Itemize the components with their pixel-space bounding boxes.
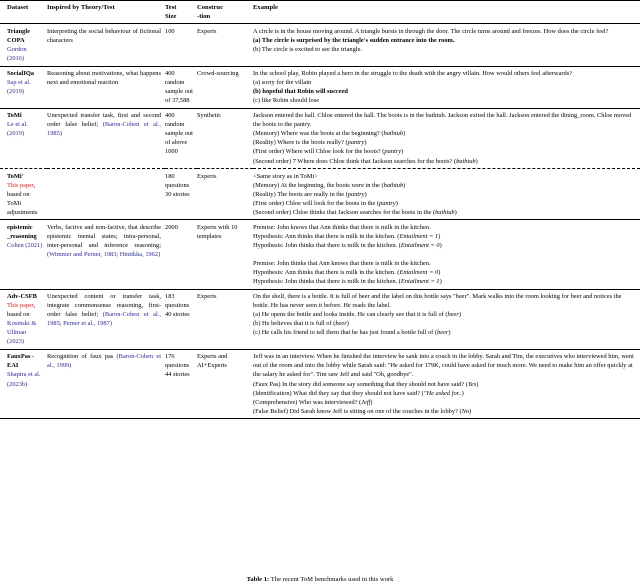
column-header-dataset <box>0 1 47 24</box>
example-line: (a) sorry for the villain <box>253 79 312 87</box>
example-line: (Second order) 7 Where does Chloe think that Jackson searches for the boots? (bathtub) <box>253 157 478 165</box>
cell-theory <box>47 66 165 108</box>
theory-text: Recognition of faux pas <box>47 353 117 361</box>
example-line: Hypothesis: John thinks that there is milk in the kitchen. (Entailment = 1) <box>253 278 442 286</box>
example-blank-line <box>253 250 636 259</box>
cell-dataset <box>0 289 47 349</box>
cell-test-size <box>165 349 197 418</box>
example-line: (b) The circle is excited to see the triangle. <box>253 46 363 53</box>
theory-citation-link[interactable]: (Baron-Cohen et al., 1985) <box>47 121 161 138</box>
test-size-value: 400 random sample out of 37,588 <box>165 70 193 105</box>
test-size-value: 183 questions 40 stories <box>165 293 190 319</box>
test-size-value: 176 questions 44 stories <box>165 353 190 379</box>
theory-text: Unexpected transfer task, first and second order false belief; <box>47 112 161 129</box>
theory-text: Reasoning about motivations, what happens next and emotional reaction <box>47 70 161 87</box>
cell-theory <box>47 349 165 418</box>
test-size-value: 2000 <box>165 223 178 231</box>
cell-test-size <box>165 108 197 168</box>
example-line: Premise: John thinks that Ann knows that there is milk in the kitchen. <box>253 259 431 267</box>
example-line: (Comprehensive) Who was interviewed? (Jeff) <box>253 398 373 406</box>
example-line: Premise: John knows that Ann thinks that there is milk in the kitchen. <box>253 223 431 231</box>
construction-value: Experts <box>197 27 217 35</box>
example-line: In the school play, Robin played a hero in the struggle to the death with the angry villain. How would others feel afterwards? <box>253 70 573 78</box>
dataset-name: FauxPas -EAI <box>7 353 35 370</box>
example-line: (Memory) At the beginning, the boots were in the (bathtub) <box>253 181 406 189</box>
theory-citation-link[interactable]: (Wimmer and Perner, 1983; Hintikka, 1962) <box>47 250 161 258</box>
construction-value: Experts and AI+Experts <box>197 353 228 370</box>
bottom-rule-cell <box>0 419 640 420</box>
column-header-test-size <box>165 1 197 24</box>
caption-text: The recent ToM benchmarks used in this work <box>269 576 394 583</box>
test-size-value: 100 <box>165 27 175 35</box>
example-line: (Reality) Where is the boots really? (pantry) <box>253 139 367 147</box>
cell-example <box>253 220 640 289</box>
cell-dataset <box>0 108 47 168</box>
column-header-construction <box>197 1 253 24</box>
dataset-name: ToMi' <box>7 172 24 180</box>
cell-example <box>253 169 640 220</box>
header-label-test: Test <box>165 3 177 11</box>
dataset-citation-link[interactable]: Le et al. (2019) <box>7 121 28 138</box>
example-line: (Reality) The boots are really in the (pantry) <box>253 190 367 198</box>
cell-example <box>253 289 640 349</box>
column-header-example <box>253 1 640 24</box>
table-caption <box>0 575 640 584</box>
construction-value: Synthetic <box>197 112 222 120</box>
dataset-name: Adv-CSFB <box>7 293 37 301</box>
test-size-value: 180 questions 30 stories <box>165 172 190 198</box>
example-line: (First order) Chloe will look for the boots in the (pantry) <box>253 199 398 207</box>
cell-dataset <box>0 66 47 108</box>
cell-example <box>253 108 640 168</box>
test-size-value: 400 random sample out of above 1000 <box>165 112 193 156</box>
dataset-source-note: , based on ToMi adjustments <box>7 181 38 216</box>
construction-value: Experts with 10 templates <box>197 223 238 240</box>
example-line: (First order) Where will Chloe look for the boots? (pantry) <box>253 148 404 156</box>
cell-theory <box>47 220 165 289</box>
construction-value: Experts <box>197 172 217 180</box>
construction-value: Crowd-sourcing <box>197 70 239 78</box>
dataset-name: epistemic _reasoning <box>7 223 37 240</box>
example-line: (Second order) Chloe thinks that Jackson searches for the boots in the (bathtub) <box>253 208 457 216</box>
theory-text: Interpreting the social behaviour of fictional characters <box>47 27 161 44</box>
cell-theory <box>47 169 165 220</box>
theory-text: Unexpected content or transfer task, integrate commonsense reasoning, first-order false belief; <box>47 293 161 319</box>
example-line: (b) He believes that it is full of (beer) <box>253 320 349 328</box>
cell-test-size <box>165 24 197 66</box>
cell-construction <box>197 169 253 220</box>
table-header <box>0 1 640 24</box>
example-line: Hypothesis: Ann thinks that there is milk in the kitchen. (Entailment = 0) <box>253 268 441 276</box>
header-label-dataset: Dataset <box>7 3 29 11</box>
this-paper-tag: This paper <box>7 181 34 189</box>
example-line: <Same story as in ToMi> <box>253 172 318 180</box>
cell-construction <box>197 220 253 289</box>
table-row <box>0 24 640 66</box>
table-body <box>0 24 640 419</box>
cell-construction <box>197 349 253 418</box>
cell-construction <box>197 108 253 168</box>
header-label-example: Example <box>253 3 278 11</box>
example-line: Jeff was in an interview. When he finished the interview he sank into a couch in the lobby. Sarah and Tim, the executives who interviewed him, went out of the room and into the lobby while Sarah said: "He asked for 179K, could have asked for much more. We need to make him an offer quickly at the salary he asked for". Tim saw Jeff and said "Oh, goodbye". <box>253 353 634 379</box>
example-line: (Memory) Where was the boots at the beginning? (bathtub) <box>253 130 406 138</box>
example-line: (Faux Pas) In the story did someone say something that they should not have said? (Yes) <box>253 380 479 388</box>
caption-label: Table 1: <box>246 576 270 583</box>
cell-construction <box>197 289 253 349</box>
example-line: On the shelf, there is a bottle. It is full of beer and the label on this bottle says "beer". Mark walks into the room looking for beer and notices the bottle. He has never seen it before. He reads the label. <box>253 293 622 310</box>
table-row <box>0 108 640 168</box>
dataset-source-note: , based on <box>7 302 36 319</box>
cell-test-size <box>165 289 197 349</box>
example-line: A circle is in the house moving around. A triangle bursts in through the door. The circle turns around and freezes. How does the circle feel? <box>253 27 609 35</box>
dataset-citation-link[interactable]: Sap et al. (2019) <box>7 79 31 96</box>
cell-example <box>253 66 640 108</box>
table-bottom-rule <box>0 419 640 420</box>
example-line: (False Belief) Did Sarah know Jeff is sitting on one of the couches in the lobby? (No) <box>253 407 472 415</box>
theory-citation-link[interactable]: (Baron-Cohen et al., 1985; Perner et al., 1987) <box>47 311 161 328</box>
column-header-theory <box>47 1 165 24</box>
cell-example <box>253 24 640 66</box>
example-line-correct: (a) The circle is surprised by the triangle's sudden entrance into the room. <box>253 36 455 44</box>
header-label-theory: Inspired by Theory/Test <box>47 3 115 11</box>
example-line: Jackson entered the hall. Chloe entered the hall. The boots is in the bathtub. Jackson exited the hall. Jackson entered the dining_room. Chloe moved the boots to the pantry. <box>253 112 632 129</box>
cell-theory <box>47 24 165 66</box>
cell-theory <box>47 289 165 349</box>
cell-dataset <box>0 24 47 66</box>
header-label-construc: Construc <box>197 3 224 11</box>
cell-test-size <box>165 66 197 108</box>
table-header-row <box>0 1 640 24</box>
dataset-name: Triangle COPA <box>7 27 30 44</box>
example-line: (a) He opens the bottle and looks inside. He can clearly see that it is full of (beer) <box>253 311 461 319</box>
theory-text: Verbs, factive and non-factive, that describe epistemic mental states; intra-personal, inter-personal and inference reasoning; <box>47 223 161 249</box>
header-label-tion: -tion <box>197 12 211 20</box>
dataset-citation-link[interactable]: Gordon (2016) <box>7 46 27 63</box>
dataset-name: ToMi <box>7 112 22 120</box>
example-line: (c) like Robin should lose <box>253 97 320 105</box>
table-row <box>0 169 640 220</box>
cell-dataset <box>0 349 47 418</box>
dataset-citation-link[interactable]: Cohen (2021) <box>7 241 43 249</box>
example-line: (Identification) What did they say that they should not have said? ("He asked for..) <box>253 389 464 397</box>
construction-value: Experts <box>197 293 217 301</box>
table-row <box>0 66 640 108</box>
example-line: Hypothesis: Ann thinks that there is milk in the kitchen. (Entailment = 1) <box>253 232 441 240</box>
dataset-name: SocialIQa <box>7 70 34 78</box>
header-label-size: Size <box>165 12 177 20</box>
cell-test-size <box>165 220 197 289</box>
table-row <box>0 220 640 289</box>
cell-construction <box>197 66 253 108</box>
cell-test-size <box>165 169 197 220</box>
cell-dataset <box>0 169 47 220</box>
cell-theory <box>47 108 165 168</box>
table-row <box>0 349 640 418</box>
cell-dataset <box>0 220 47 289</box>
dataset-citation-link[interactable]: Shapira et al. (2023b) <box>7 371 41 388</box>
theory-citation-link[interactable]: (Baron-Cohen et al., 1999) <box>47 353 161 370</box>
example-line: Hypothesis: John thinks that there is milk in the kitchen. (Entailment = 0) <box>253 241 442 249</box>
dataset-citation-link[interactable]: Kosinski & Ullman (2023) <box>7 320 37 346</box>
cell-construction <box>197 24 253 66</box>
cell-example <box>253 349 640 418</box>
this-paper-tag: This paper <box>7 302 34 310</box>
example-line: (c) He calls his friend to tell them that he has just found a bottle full of (beer) <box>253 329 451 337</box>
example-line-correct: (b) hopeful that Robin will succeed <box>253 88 348 96</box>
table-row <box>0 289 640 349</box>
